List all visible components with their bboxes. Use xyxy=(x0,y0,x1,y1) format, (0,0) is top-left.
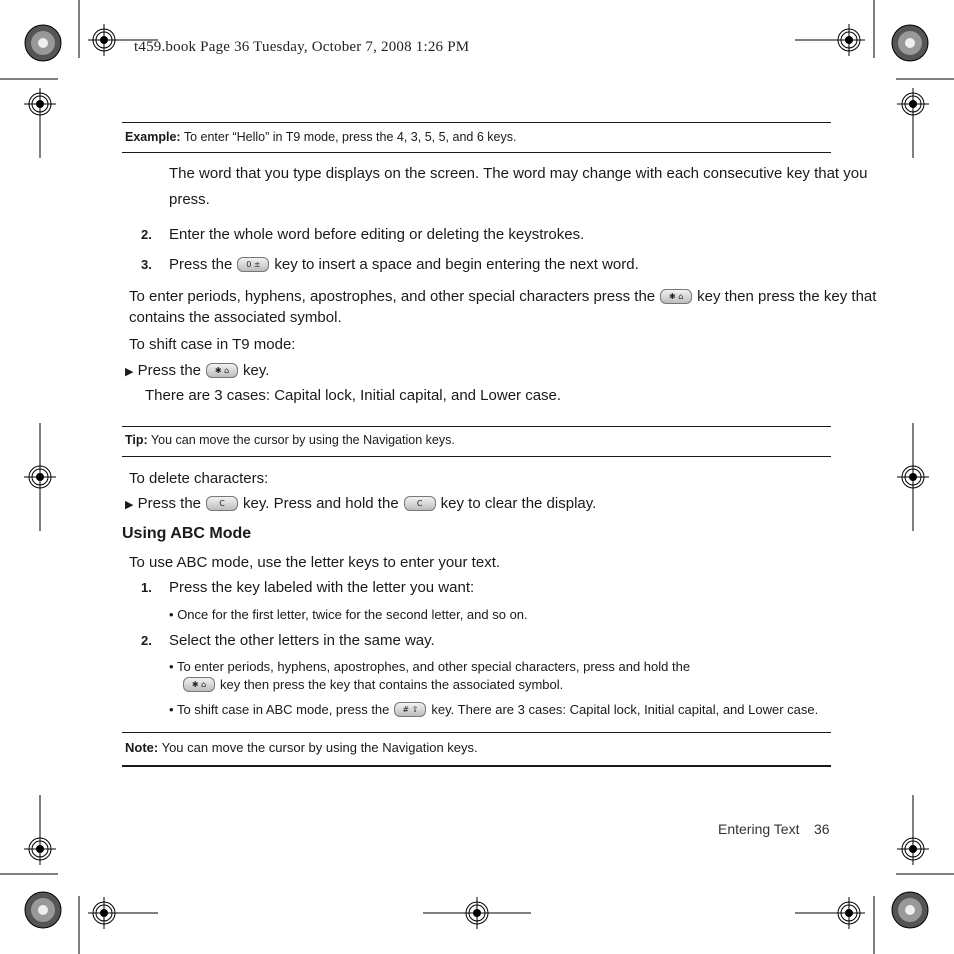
delete-bullet xyxy=(125,494,596,515)
special-after: key then press the key that xyxy=(697,288,877,305)
special-before: To enter periods, hyphens, apostrophes, and other special characters press the xyxy=(129,288,656,305)
delete-before: Press the xyxy=(137,495,202,512)
step-3-before: Press the xyxy=(169,256,233,273)
example-text: To enter “Hello” in T9 mode, press the 4, 3, 5, 5, and 6 keys. xyxy=(180,130,517,144)
print-header: t459.book Page 36 Tuesday, October 7, 2008 1:26 PM xyxy=(134,39,470,55)
bullet-dot-icon: • xyxy=(169,607,174,622)
cases-text: There are 3 cases: Capital lock, Initial capital, and Lower case. xyxy=(145,387,562,404)
step-3-after: key to insert a space and begin entering the next word. xyxy=(274,256,639,273)
special-chars-line2: contains the associated symbol. xyxy=(129,309,342,326)
clear-key-icon: C xyxy=(206,496,238,511)
tip-text: You can move the cursor by using the Navigation keys. xyxy=(147,433,455,447)
word-paragraph-line1: The word that you type displays on the screen. The word may change with each consecutive key that you xyxy=(169,165,868,182)
abc-step-1-text: Press the key labeled with the letter you want: xyxy=(169,579,475,596)
step-3-text xyxy=(169,255,639,275)
tip-top-rule xyxy=(122,426,831,427)
clear-key-icon: C xyxy=(404,496,436,511)
shift-bullet xyxy=(125,361,269,382)
step-2-text: Enter the whole word before editing or deleting the keystrokes. xyxy=(169,226,585,243)
abc-step-1-number: 1. xyxy=(141,580,152,595)
delete-after: key to clear the display. xyxy=(440,495,597,512)
abc-step-2-number: 2. xyxy=(141,633,152,648)
tip-label: Tip: xyxy=(125,433,148,447)
space-key-icon: 0 ± xyxy=(237,257,269,272)
shift-bullet-after: key. xyxy=(243,362,270,379)
abc-bullet-1-text: Once for the first letter, twice for the second letter, and so on. xyxy=(177,607,528,622)
note-text: You can move the cursor by using the Navigation keys. xyxy=(158,740,478,755)
word-paragraph-line2: press. xyxy=(169,191,210,208)
abc-bullet-2-line2-text: key then press the key that contains the associated symbol. xyxy=(220,677,564,692)
example-top-rule xyxy=(122,122,831,123)
pound-key-icon: # ⇧ xyxy=(394,702,426,717)
step-2-number: 2. xyxy=(141,227,152,242)
special-chars-line1 xyxy=(129,287,876,307)
delete-middle: key. Press and hold the xyxy=(243,495,399,512)
page-number: 36 xyxy=(814,821,830,837)
star-key-icon: ✱ ⌂ xyxy=(206,363,238,378)
note-label: Note: xyxy=(125,740,159,755)
abc-bullet-1 xyxy=(169,606,528,624)
note-bottom-rule xyxy=(122,765,831,767)
abc-intro: To use ABC mode, use the letter keys to enter your text. xyxy=(129,554,501,571)
shift-bullet-before: Press the xyxy=(137,362,202,379)
abc-bullet-2-text: To enter periods, hyphens, apostrophes, and other special characters, press and hold the xyxy=(176,659,691,674)
abc-bullet-3-before: To shift case in ABC mode, press the xyxy=(176,702,390,717)
bullet-arrow-icon: ▶ xyxy=(125,499,134,511)
shift-intro: To shift case in T9 mode: xyxy=(129,336,296,353)
section-heading: Using ABC Mode xyxy=(122,525,252,542)
bullet-dot-icon: • xyxy=(169,702,174,717)
abc-bullet-3 xyxy=(169,701,818,719)
abc-bullet-3-after: key. There are 3 cases: Capital lock, Initial capital, and Lower case. xyxy=(431,702,819,717)
tip-bottom-rule xyxy=(122,456,831,457)
example-bottom-rule xyxy=(122,152,831,153)
star-key-icon: ✱ ⌂ xyxy=(183,677,215,692)
star-key-icon: ✱ ⌂ xyxy=(660,289,692,304)
delete-intro: To delete characters: xyxy=(129,470,269,487)
note-top-rule xyxy=(122,732,831,733)
footer-section-name: Entering Text xyxy=(718,821,800,837)
example-label: Example: xyxy=(125,130,181,144)
abc-step-2-text: Select the other letters in the same way. xyxy=(169,632,435,649)
abc-bullet-2-line1 xyxy=(169,658,690,676)
bullet-arrow-icon: ▶ xyxy=(125,366,134,378)
abc-bullet-2-line2 xyxy=(178,676,563,694)
example-note xyxy=(125,128,516,146)
bullet-dot-icon: • xyxy=(169,659,174,674)
note-box xyxy=(125,739,478,757)
tip-note xyxy=(125,431,455,449)
step-3-number: 3. xyxy=(141,257,152,272)
